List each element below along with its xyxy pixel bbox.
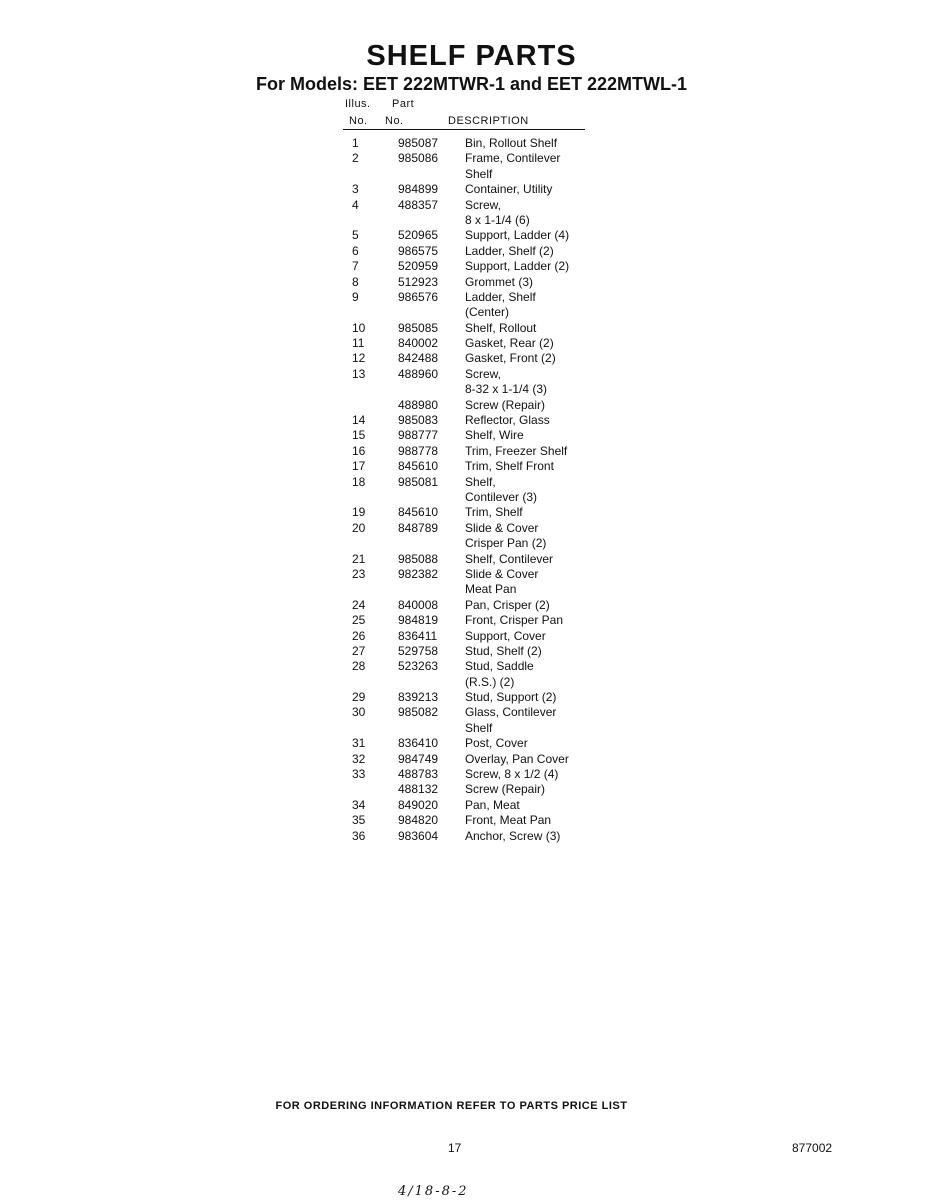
part-no-cell: 985083 [398,413,439,428]
illus-no-cell: 17 [352,459,366,474]
table-row [0,736,943,751]
part-no-cell: 848789 [398,520,439,535]
illus-no-cell: 19 [352,505,366,520]
table-row [0,151,943,166]
illus-no-cell: 21 [352,551,366,566]
part-header-label: Part [392,98,415,110]
table-row [0,675,943,690]
part-no-cell: 984819 [398,613,439,628]
part-no-cell: 840002 [398,336,439,351]
table-row [0,629,943,644]
table-row [0,198,943,213]
illus-header-label: Illus. [345,98,371,110]
part-no-cell: 982382 [398,566,439,581]
table-row [0,351,943,366]
description-cell: Post, Cover [465,736,528,751]
illus-no-header: No. [349,115,368,127]
table-row [0,644,943,659]
description-cell: Trim, Shelf [465,505,523,520]
description-cell: Support, Ladder (2) [465,259,570,274]
table-row [0,413,943,428]
illus-no-cell: 36 [352,828,366,843]
description-cell: Reflector, Glass [465,413,550,428]
document-number: 877002 [792,1141,833,1155]
table-row [0,567,943,582]
models-subtitle: For Models: EET 222MTWR-1 and EET 222MTWL-1 [255,74,688,94]
illus-no-cell: 33 [352,767,366,782]
description-cell: Shelf [465,720,493,735]
illus-no-cell: 11 [352,336,365,351]
table-row [0,552,943,567]
part-no-cell: 845610 [398,459,439,474]
table-row [0,398,943,413]
description-cell: Screw, [465,366,502,381]
description-cell: 8-32 x 1-1/4 (3) [465,382,548,397]
part-no-cell: 488960 [398,366,439,381]
description-cell: Gasket, Front (2) [465,351,556,366]
illus-no-cell: 34 [352,797,366,812]
description-cell: Slide & Cover [465,520,539,535]
table-row [0,275,943,290]
description-cell: Shelf, Wire [465,428,524,443]
illus-no-cell: 27 [352,643,366,658]
description-cell: Shelf, [465,474,496,489]
description-cell: Meat Pan [465,582,517,597]
part-no-cell: 988777 [398,428,439,443]
description-cell: Glass, Contilever [465,705,557,720]
table-row [0,505,943,520]
description-cell: Screw (Repair) [465,397,546,412]
illus-no-cell: 32 [352,751,366,766]
table-row [0,290,943,305]
table-row [0,167,943,182]
part-no-cell: 836410 [398,736,439,751]
table-row [0,428,943,443]
part-no-cell: 985085 [398,320,439,335]
table-row [0,721,943,736]
illus-no-cell: 4 [352,197,359,212]
table-row [0,336,943,351]
description-cell: Stud, Shelf (2) [465,643,542,658]
table-row [0,690,943,705]
description-cell: Grommet (3) [465,274,534,289]
part-no-cell: 520959 [398,259,439,274]
part-no-cell: 488357 [398,197,439,212]
ordering-note: FOR ORDERING INFORMATION REFER TO PARTS PRICE LIST [275,1100,628,1112]
part-no-cell: 845610 [398,505,439,520]
part-no-header: No. [385,115,404,127]
description-cell: Ladder, Shelf (2) [465,243,554,258]
description-cell: Bin, Rollout Shelf [465,136,558,150]
part-no-cell: 984899 [398,182,439,197]
description-cell: Stud, Support (2) [465,690,557,705]
illus-no-cell: 14 [352,413,366,428]
description-cell: Front, Crisper Pan [465,613,564,628]
description-cell: Shelf [465,166,493,181]
illus-no-cell: 12 [352,351,366,366]
illus-no-cell: 3 [352,182,359,197]
table-row [0,782,943,797]
table-row [0,536,943,551]
description-cell: Ladder, Shelf [465,289,536,304]
part-no-cell: 985086 [398,151,439,166]
illus-no-cell: 23 [352,566,366,581]
description-cell: (R.S.) (2) [465,674,515,689]
description-cell: Support, Ladder (4) [465,228,570,243]
table-row [0,367,943,382]
description-cell: Support, Cover [465,628,546,643]
illus-no-cell: 7 [352,259,359,274]
header-divider [343,129,585,130]
illus-no-cell: 25 [352,613,366,628]
description-cell: Contilever (3) [465,489,538,504]
illus-no-cell: 8 [352,274,359,289]
table-row [0,521,943,536]
part-no-cell: 836411 [398,628,438,643]
page-title: SHELF PARTS [366,40,577,72]
table-row [0,382,943,397]
illus-no-cell: 9 [352,289,359,304]
table-row [0,798,943,813]
illus-no-cell: 18 [352,474,366,489]
table-row [0,829,943,844]
part-no-cell: 988778 [398,443,439,458]
table-row [0,321,943,336]
part-no-cell: 985082 [398,705,439,720]
description-cell: Screw, 8 x 1/2 (4) [465,767,559,782]
illus-no-cell: 35 [352,813,366,828]
table-row [0,752,943,767]
table-row [0,459,943,474]
illus-no-cell: 1 [352,136,359,150]
description-cell: Pan, Crisper (2) [465,597,550,612]
description-cell: Gasket, Rear (2) [465,336,554,351]
part-no-cell: 849020 [398,797,439,812]
illus-no-cell: 13 [352,366,366,381]
part-no-cell: 520965 [398,228,439,243]
table-row [0,613,943,628]
description-cell: Screw (Repair) [465,782,546,797]
table-row [0,813,943,828]
table-row [0,490,943,505]
table-row [0,244,943,259]
part-no-cell: 488132 [398,782,439,797]
part-no-cell: 985088 [398,551,439,566]
description-cell: Trim, Shelf Front [465,459,554,474]
table-row [0,767,943,782]
table-row [0,659,943,674]
illus-no-cell: 15 [352,428,366,443]
part-no-cell: 512923 [398,274,439,289]
part-no-cell: 984820 [398,813,439,828]
description-cell: (Center) [465,305,510,320]
illus-no-cell: 30 [352,705,366,720]
part-no-cell: 986575 [398,243,439,258]
illus-no-cell: 2 [352,151,359,166]
part-no-cell: 986576 [398,289,439,304]
description-cell: Screw, [465,197,502,212]
table-row [0,213,943,228]
description-cell: Overlay, Pan Cover [465,751,569,766]
part-no-cell: 523263 [398,659,439,674]
illus-no-cell: 16 [352,443,366,458]
part-no-cell: 842488 [398,351,439,366]
illus-no-cell: 28 [352,659,366,674]
description-cell: Stud, Saddle [465,659,534,674]
illus-no-cell: 29 [352,690,366,705]
illus-no-cell: 24 [352,597,366,612]
description-cell: Shelf, Rollout [465,320,537,335]
table-row [0,136,943,151]
description-cell: Pan, Meat [465,797,520,812]
description-cell: Trim, Freezer Shelf [465,443,568,458]
description-cell: Slide & Cover [465,566,539,581]
description-cell: Front, Meat Pan [465,813,552,828]
table-row [0,259,943,274]
table-row [0,305,943,320]
table-row [0,598,943,613]
handwritten-note: 4/18-8-2 [398,1184,469,1199]
page-number: 17 [448,1141,462,1155]
description-cell: Anchor, Screw (3) [465,828,561,843]
part-no-cell: 985081 [398,474,439,489]
table-row [0,582,943,597]
part-no-cell: 488783 [398,767,439,782]
part-no-cell: 984749 [398,751,439,766]
table-row [0,705,943,720]
part-no-cell: 983604 [398,828,439,843]
illus-no-cell: 31 [352,736,366,751]
table-row [0,475,943,490]
description-cell: 8 x 1-1/4 (6) [465,212,530,227]
description-cell: Crisper Pan (2) [465,536,547,551]
part-no-cell: 839213 [398,690,439,705]
part-no-cell: 488980 [398,397,439,412]
illus-no-cell: 5 [352,228,359,243]
table-row [0,228,943,243]
illus-no-cell: 6 [352,243,359,258]
description-cell: Container, Utility [465,182,553,197]
part-no-cell: 529758 [398,643,439,658]
description-cell: Frame, Contilever [465,151,561,166]
part-no-cell: 840008 [398,597,439,612]
illus-no-cell: 10 [352,320,366,335]
table-row [0,182,943,197]
parts-list [0,136,943,844]
description-cell: Shelf, Contilever [465,551,554,566]
illus-no-cell: 20 [352,520,366,535]
part-no-cell: 985087 [398,136,439,150]
description-header: DESCRIPTION [448,115,529,127]
illus-no-cell: 26 [352,628,366,643]
table-row [0,444,943,459]
